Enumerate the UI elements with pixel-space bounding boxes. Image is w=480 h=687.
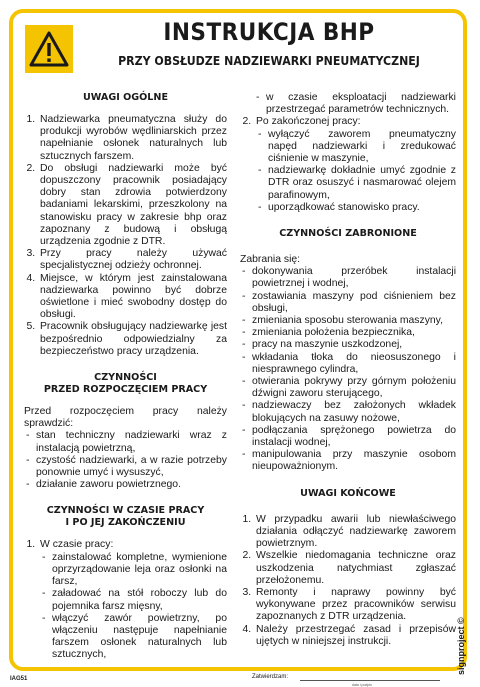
list-item: - nadziewarkę dokładnie umyć zgodnie z DTR oraz osuszyć i nasmarować olejem parafinowym, [268, 165, 456, 202]
list-item: 4. Należy przestrzegać zasad i przepisów ujętych w niniejszej instrukcji. [254, 624, 456, 648]
during-item-label: W czasie pracy: [40, 539, 114, 551]
after-sublist [256, 129, 456, 214]
prohibited-intro: Zabrania się: [240, 254, 301, 266]
list-item: 2. Do obsługi nadziewarki może być dopuszczony pracownik posiadający dobry stan zdrowia potwierdzony badaniami lekarskimi, przeszkolony na stanowisku pracy w zakresie bhp oraz zapoznany z budową i obsługą urządzenia zgodnie z DTR. [38, 163, 227, 248]
after-item-label: Po zakończonej pracy: [256, 116, 361, 128]
list-item: - zainstalować kompletne, wymienione oprzyrządowanie leja oraz osłonki na farsz, [52, 552, 227, 589]
list-item: - uporządkować stanowisko pracy. [268, 202, 456, 214]
before-intro: Przed rozpoczęciem pracy należy sprawdzić: [24, 406, 227, 430]
list-item: - podłączania sprężonego powietrza do instalacji wodnej, [252, 425, 456, 449]
during-heading-2: I PO JEJ ZAKOŃCZENIU [65, 517, 186, 529]
prohibited-heading: CZYNNOŚCI ZABRONIONE [279, 228, 417, 240]
left-column [24, 92, 227, 662]
list-item: - nadziewaczy bez założonych wkładek blokujących na zasuwy nożowe, [252, 400, 456, 424]
list-item: 2. Wszelkie niedomagania techniczne oraz uszkodzenia natychmiast zgłaszać przełożonemu. [254, 550, 456, 587]
page-subtitle: PRZY OBSŁUDZE NADZIEWARKI PNEUMATYCZNEJ [118, 53, 420, 68]
warning-triangle-icon [25, 25, 73, 73]
list-item: - dokonywania przeróbek instalacji powietrznej i wodnej, [252, 266, 456, 290]
list-item: - zmieniania sposobu sterowania maszyny, [252, 315, 456, 327]
list-item: - czystość nadziewarki, a w razie potrzeby ponownie umyć i wysuszyć, [36, 455, 227, 479]
list-item: - zmieniania położenia bezpiecznika, [252, 327, 456, 339]
list-item: - zostawiania maszyny pod ciśnieniem bez obsługi, [252, 291, 456, 315]
list-item: 1. Nadziewarka pneumatyczna służy do produkcji wyrobów wędliniarskich przez napełnianie osłonek naturalnych lub sztucznych farszem. [38, 114, 227, 163]
during-sublist [40, 552, 227, 662]
approval-label: Zatwierdzam: [252, 674, 289, 680]
during-heading-1: CZYNNOŚCI W CZASIE PRACY [46, 505, 205, 517]
list-item: - w czasie eksploatacji nadziewarki przestrzegać parametrów technicznych. [266, 92, 456, 116]
list-item: - wkładania tłoka do nieosuszonego i niesprawnego cylindra, [252, 352, 456, 376]
before-list [24, 430, 227, 491]
list-item: - pracy na maszynie uszkodzonej, [252, 339, 456, 351]
general-list [24, 114, 227, 358]
during-continued-list [240, 92, 456, 116]
before-heading-2: PRZED ROZPOCZĘCIEM PRACY [43, 384, 208, 396]
list-item [254, 116, 456, 214]
after-list [240, 116, 456, 214]
list-item: 4. Miejsce, w którym jest zainstalowana nadziewarka powinno być dobrze oświetlone i mieć swobodny dostęp do obsługi. [38, 273, 227, 322]
final-heading: UWAGI KOŃCOWE [300, 487, 396, 499]
prohibited-list [240, 266, 456, 473]
general-heading: UWAGI OGÓLNE [82, 92, 169, 103]
list-item: - stan techniczny nadziewarki wraz z instalacją powietrzną, [36, 430, 227, 454]
signature-line [300, 680, 440, 681]
brand-label: signproject © [456, 617, 466, 675]
list-item: - działanie zaworu powietrznego. [36, 479, 227, 491]
list-item: - otwierania pokrywy przy górnym położeniu dźwigni zaworu sterującego, [252, 376, 456, 400]
page-title: INSTRUKCJA BHP [163, 18, 375, 46]
sign-code: IAG51 [10, 676, 28, 682]
list-item: 3. Remonty i naprawy powinny być wykonywane przez pracowników serwisu zapoznanych z DTR urządzenia. [254, 587, 456, 624]
approval-sublabel: data i podpis [352, 683, 372, 687]
list-item: - włączyć zawór powietrzny, po włączeniu następuje napełnianie farszem osłonek naturalnych lub sztucznych, [52, 613, 227, 662]
list-item: - wyłączyć zaworem pneumatyczny napęd nadziewarki i zredukować ciśnienie w maszynie, [268, 129, 456, 166]
during-list [24, 539, 227, 661]
list-item: 1. W przypadku awarii lub niewłaściwego działania odłączyć nadziewarkę zaworem powietrznym. [254, 514, 456, 551]
list-item: - załadować na stół roboczy lub do pojemnika farsz mięsny, [52, 588, 227, 612]
before-heading-1: CZYNNOŚCI [94, 372, 157, 384]
list-item [38, 539, 227, 661]
list-item: 5. Pracownik obsługujący nadziewarkę jest bezpośrednio odpowiedzialny za bezpieczeństwo pracy urządzenia. [38, 321, 227, 358]
list-item: 3. Przy pracy należy używać specjalistycznej odzieży ochronnej. [38, 248, 227, 272]
final-list [240, 514, 456, 648]
right-column [240, 92, 456, 648]
list-item: - manipulowania przy maszynie osobom nieupoważnionym. [252, 449, 456, 473]
